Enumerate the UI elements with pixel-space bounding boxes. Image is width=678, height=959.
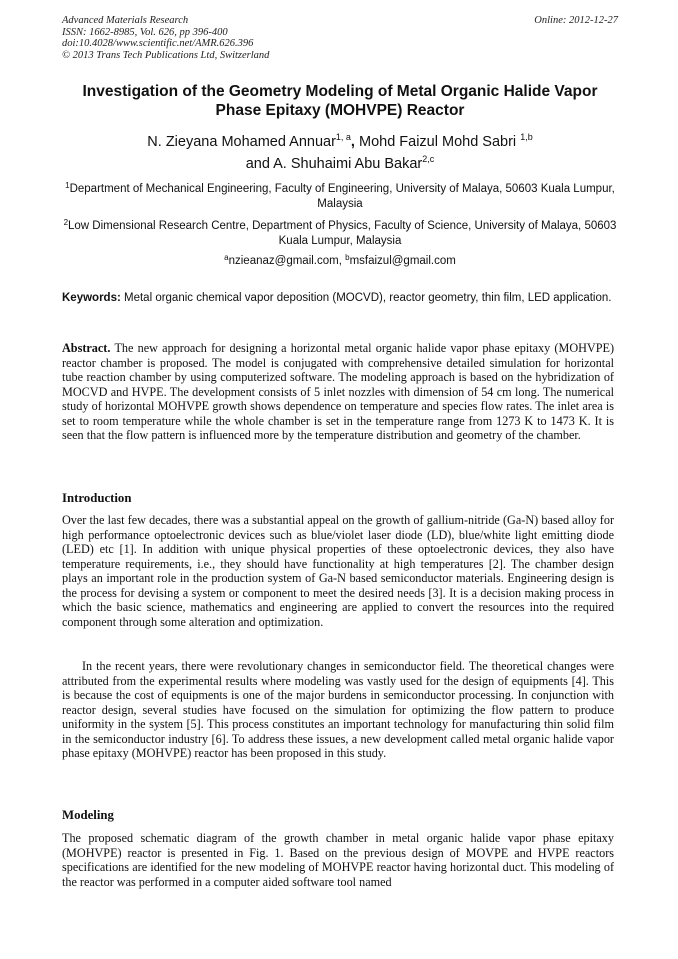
keywords (62, 291, 614, 306)
journal-header (62, 15, 618, 61)
affiliation-number: 2 (63, 218, 69, 227)
email-superscript: a (224, 253, 229, 262)
section-heading-introduction: Introduction (62, 491, 132, 505)
keywords-label: Keywords: (62, 292, 121, 304)
abstract-text: The new approach for designing a horizontal metal organic halide vapor phase epitaxy (MOHVPE) reactor chamber is proposed. The model is conjugated with comprehensive detailed simulation for horizontal tube reaction chamber by using computerized software. The modeling approach is based on the hybridization of MOCVD and HVPE. The development consists of 5 inlet nozzles with dimension of 54 cm long. The numerical study of horizontal MOHVPE growth shows dependence on temperature and species flow rates. The inlet area is set to room temperature while the whole chamber is set in the temperature range from 1273 K to 1473 K. It is seen that the flow pattern is influenced more by the temperature distribution and geometry of the chamber. (62, 341, 615, 442)
email-superscript: b (345, 253, 350, 262)
copyright-line: © 2013 Trans Tech Publications Ltd, Switzerland (62, 49, 270, 61)
author-superscript: 2,c (422, 154, 435, 164)
modeling-paragraph-1: The proposed schematic diagram of the growth chamber in metal organic halide vapor phase epitaxy (MOHVPE) reactor is presented in Fig. 1. Based on the previous design of MOVPE and HVPE reactors specifications are identified for the new modeling of MOHVPE reactor having horizontal duct. This modeling of the reactor was performed in a computer aided software tool named (62, 831, 614, 889)
issn-line: ISSN: 1662-8985, Vol. 626, pp 396-400 (62, 26, 228, 38)
doi-line: doi:10.4028/www.scientific.net/AMR.626.396 (62, 38, 254, 49)
affiliation-1 (62, 182, 618, 212)
affiliation-text: Department of Mechanical Engineering, Faculty of Engineering, University of Malaya, 50603 Kuala Lumpur, Malaysia (69, 183, 615, 210)
author-list: N. Zieyana Mohamed Annuar$^{1, a}$, Mohd Faizul Mohd Sabri $^{1,b}$ and A. Shuhaimi Abu Bakar$^{2,c}$ (147, 132, 533, 172)
affiliation-text: Low Dimensional Research Centre, Department of Physics, Faculty of Science, University of Malaya, 50603 Kuala Lumpur, Malaysia (68, 220, 617, 247)
author-name: Mohd Faizul Mohd Sabri (358, 134, 517, 150)
journal-name: Advanced Materials Research (62, 15, 189, 26)
affiliation-number: 1 (65, 181, 70, 190)
online-date: Online: 2012-12-27 (534, 15, 618, 26)
paper-title: Investigation of the Geometry Modeling of Metal Organic Halide Vapor Phase Epitaxy (MOHVPE) Reactor (82, 83, 598, 119)
introduction-paragraph-2: In the recent years, there were revolutionary changes in semiconductor field. The theoretical changes were attributed from the experimental results where modeling was vastly used for the design of equipments [4]. This is because the cost of equipments is one of the major burdens in semiconductor processing. In conjunction with reactor design, several studies have focused on the simulation for optimizing the flow pattern to produce uniformity in the system [5]. This process constitutes an important technology for manufacturing thin solid film in the semiconductor industry [6]. To address these issues, a new development called metal organic halide vapor phase epitaxy (MOHVPE) reactor has been proposed in this study. (62, 659, 614, 760)
section-heading-modeling: Modeling (62, 808, 114, 822)
author-name: A. Shuhaimi Abu Bakar (273, 156, 423, 172)
introduction-paragraph-1: Over the last few decades, there was a substantial appeal on the growth of gallium-nitride (Ga-N) based alloy for high performance optoelectronic devices such as blue/violet laser diode (LD), blue/white light emitting diode (LED) etc [1]. In addition with unique physical properties of these optoelectronic devices, they also have temperature requirements, i.e., they should have functionality at high temperatures [2]. The chamber design plays an important role in the production system of Ga-N based semiconductor materials. Engineering design is the process for devising a system or component to meet the desired needs [3]. It is a decision making process in which the basic science, mathematics and engineering are applied to convert the resources into the required component through some alteration and optimization. (62, 513, 614, 629)
author-superscript: 1, a (335, 132, 351, 142)
affiliation-2 (62, 219, 618, 249)
author-emails (62, 254, 618, 269)
email-address: msfaizul@gmail.com (349, 255, 456, 267)
abstract (62, 341, 614, 443)
author-superscript: 1,b (520, 132, 533, 142)
author-name: N. Zieyana Mohamed Annuar (147, 134, 336, 150)
keywords-text: Metal organic chemical vapor deposition (MOCVD), reactor geometry, thin film, LED application. (124, 292, 612, 304)
abstract-label: Abstract. (62, 341, 111, 355)
author-conjunction: and (245, 156, 270, 172)
email-address: nzieanaz@gmail.com, (228, 255, 342, 267)
